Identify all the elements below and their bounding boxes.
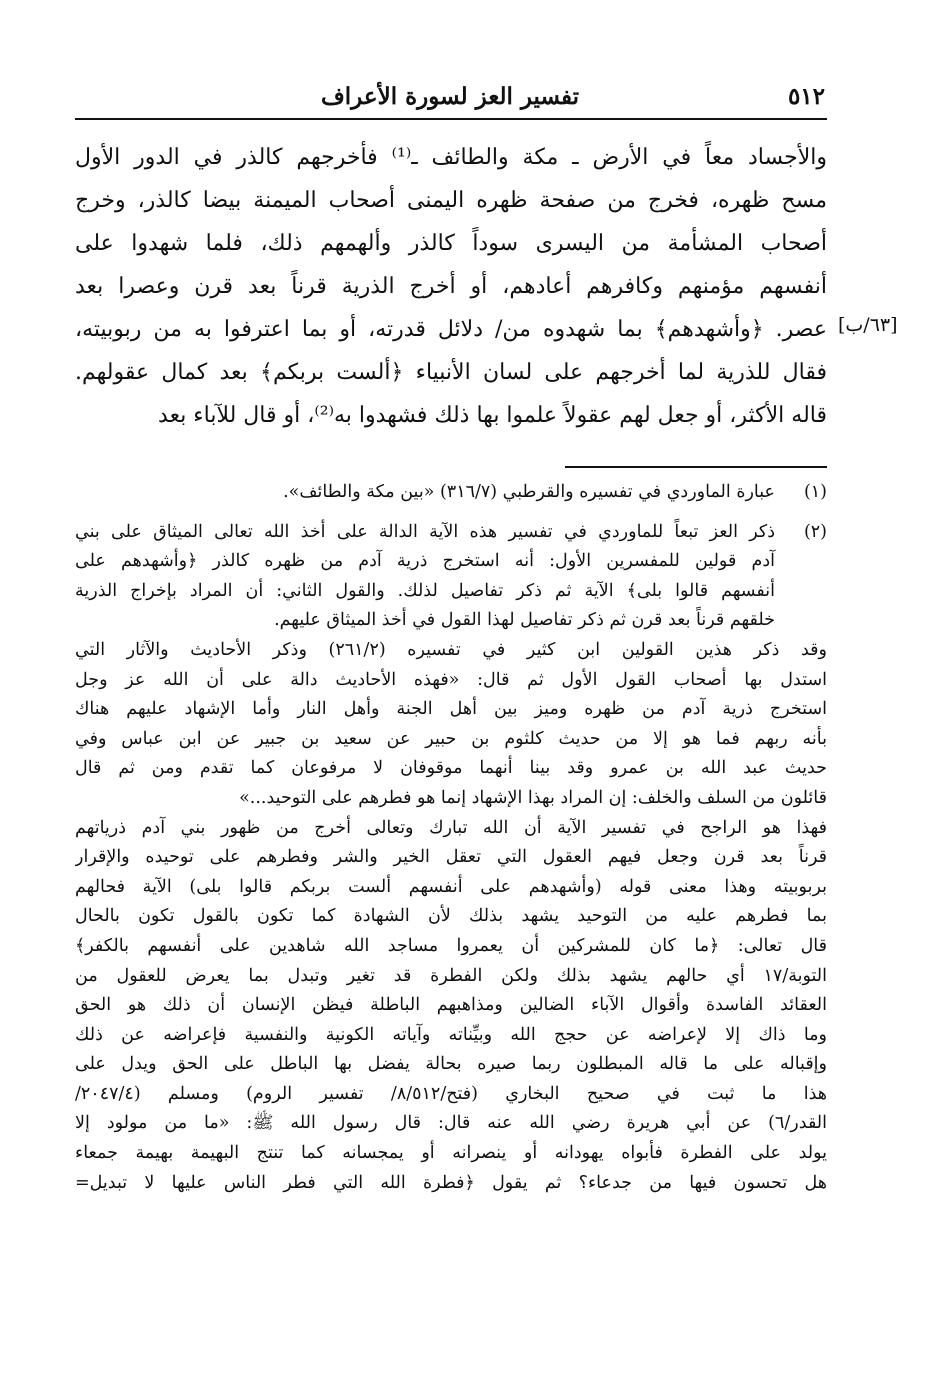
main-line: أنفسهم مؤمنهم وكافرهم أعادهم، أو أخرج الذرية قرناً بعد قرن وعصرا بعد	[75, 274, 827, 299]
footnote-number: (١)	[803, 482, 827, 502]
footnote-line: استخرج ذرية آدم من ظهره وميز بين أهل الجنة وأهل النار وأما الإشهاد عليهم هناك	[75, 699, 827, 720]
footnote-line: بأنه ربهم فما هو إلا من حديث كلثوم بن حبير عن سعيد بن جبير عن ابن عباس وفي	[75, 728, 827, 749]
footnote-line: وقد ذكر هذين القولين ابن كثير في تفسيره (٢٦١/٢) وذكر الأحاديث والآثار التي	[75, 639, 827, 660]
page-number: ٥١٢	[787, 83, 825, 110]
manuscript-folio-note: [٦٣/ب]	[838, 314, 898, 336]
footnote-line: قائلون من السلف والخلف: إن المراد بهذا الإشهاد إنما هو فطرهم على التوحيد...»	[239, 787, 827, 808]
footnote-1	[75, 478, 827, 508]
footnote-text: ذكر العز تبعاً للماوردي في تفسير هذه الآية الدالة على أخذ الله تعالى الميثاق على بني	[75, 521, 775, 542]
footnote-line: التوبة/١٧ أي حالهم يشهد بذلك ولكن الفطرة قد تغير وتبدل بما يعرض للعقول من	[75, 965, 827, 986]
footnote-rule	[565, 466, 827, 468]
footnote-gap	[75, 508, 827, 518]
main-line: عصر. ﴿وأشهدهم﴾ بما شهدوه من/ دلائل قدرته، أو بما اعترفوا به من ربوبيته،	[75, 317, 827, 342]
footnote-line: القدر/٦) عن أبي هريرة رضي الله عنه قال: قال رسول الله ﷺ: «ما من مولود إلا	[75, 1113, 827, 1134]
footnote-line: قرناً بعد قرن وجعل فيهم العقول التي تعقل الخير والشر وفطرهم على توحيده والإقرار	[75, 847, 827, 868]
footnote-2	[75, 518, 827, 548]
footnote-line: فهذا هو الراجح في تفسير الآية أن الله تبارك وتعالى أخرج من ظهور بني آدم ذرياتهم	[75, 817, 827, 838]
footnote-line: استدل بها أصحاب القول الأول ثم قال: «فهذه الأحاديث دالة على أن الله عز وجل	[75, 669, 827, 690]
footnote-line: هذا ما ثبت في صحيح البخاري (فتح/٨/٥١٢/ تفسير الروم) ومسلم (٢٠٤٧/٤/	[75, 1083, 827, 1104]
main-line: قاله الأكثر، أو جعل لهم عقولاً علموا بها ذلك فشهدوا به⁽²⁾، أو قال للآباء بعد	[158, 403, 827, 428]
main-text	[75, 136, 827, 437]
footnote-line: العقائد الفاسدة وأقوال الآباء الضالين ومذاهبهم الباطلة فيظن الإنسان أن ذلك هو الحق	[75, 995, 827, 1016]
footnote-line: آدم قولين للمفسرين الأول: أنه استخرج ذرية آدم من ظهره كالذر ﴿وأشهدهم على	[75, 551, 775, 572]
footnote-line: بما فطرهم عليه من التوحيد يشهد بذلك لأن الشهادة كما تكون بالقول تكون بالحال	[75, 906, 827, 927]
main-line: مسح ظهره، فخرج من صفحة ظهره اليمنى أصحاب الميمنة بيضا كالذر، وخرج	[75, 188, 827, 213]
footnote-line: يولد على الفطرة فأبواه يهودانه أو ينصرانه أو يمجسانه كما تنتج البهيمة بهيمة جمعاء	[75, 1143, 827, 1164]
footnote-line: حديث عبد الله بن عمرو وقد بينا أنهما موقوفان لا مرفوعان كما تقدم ومن ثم قال	[75, 758, 827, 779]
running-title: تفسير العز لسورة الأعراف	[320, 83, 580, 110]
footnote-line: هل تحسون فيها من جدعاء؟ ثم يقول ﴿فطرة الله التي فطر الناس عليها لا تبديل=	[75, 1172, 827, 1193]
main-line: فقال للذرية لما أخرجهم على لسان الأنبياء ﴿ألست بربكم﴾ بعد كمال عقولهم.	[75, 360, 827, 385]
footnote-line: وما ذاك إلا لإعراضه عن حجج الله وبيِّناته وآياته الكونية والنفسية فإعراضه عن ذلك	[75, 1024, 827, 1045]
main-line: والأجساد معاً في الأرض ـ مكة والطائف ـ⁽¹⁾ فأخرجهم كالذر في الدور الأول	[75, 145, 827, 170]
footnote-line: بربوبيته وهذا معنى قوله (وأشهدهم على أنفسهم ألست بربكم قالوا بلى) الآية فحالهم	[75, 876, 827, 897]
footnote-text: عبارة الماوردي في تفسيره والقرطبي (٣١٦/٧) «بين مكة والطائف».	[283, 482, 775, 502]
footnote-line: قال تعالى: ﴿ما كان للمشركين أن يعمروا مساجد الله شاهدين على أنفسهم بالكفر﴾	[75, 935, 827, 956]
footnote-line: خلقهم قرناً بعد قرن ثم ذكر تفاصيل لهذا القول في أخذ الميثاق عليهم.	[274, 610, 775, 631]
footnote-line: أنفسهم قالوا بلى﴾ الآية ثم ذكر تفاصيل لذلك. والقول الثاني: أن المراد بإخراج الذرية	[75, 580, 775, 601]
main-line: أصحاب المشأمة من اليسرى سوداً كالذر وألهمهم ذلك، فلما شهدوا على	[75, 231, 827, 256]
footnotes	[75, 478, 827, 1198]
footnote-number: (٢)	[803, 521, 827, 542]
page-header	[75, 80, 825, 114]
footnote-line: وإقباله على ما قاله المبطلون ربما صيره بحالة يفضل بها الباطل على الحق ويدل على	[75, 1054, 827, 1075]
header-rule	[75, 118, 827, 120]
